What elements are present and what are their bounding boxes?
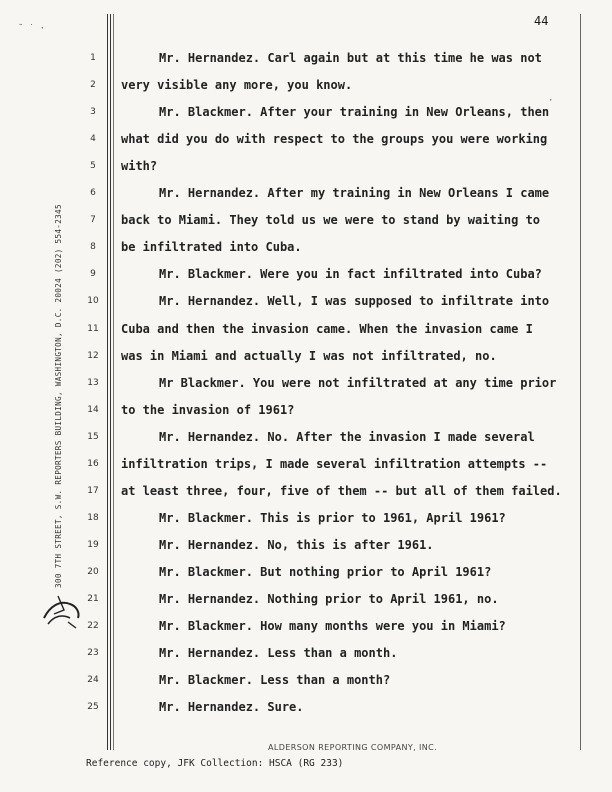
transcript-line: back to Miami. They told us we were to stand by waiting to: [121, 213, 541, 228]
line-number: 3: [90, 107, 96, 118]
transcript-line: Mr. Hernandez. Less than a month.: [159, 646, 398, 661]
line-number: 22: [87, 621, 99, 632]
transcript-line: very visible any more, you know.: [121, 78, 353, 93]
line-number: 20: [87, 566, 99, 577]
line-number: 19: [87, 539, 99, 550]
line-number: 8: [90, 242, 96, 253]
line-number: 24: [87, 675, 99, 686]
line-number: 5: [90, 161, 96, 172]
transcript-line: Mr. Hernandez. Carl again but at this time he was not: [159, 51, 542, 65]
line-number: 25: [87, 702, 99, 713]
line-number: 7: [90, 215, 96, 226]
transcript-line: Mr. Blackmer. But nothing prior to April 1961?: [159, 564, 492, 579]
transcript-line: Mr. Hernandez. Well, I was supposed to infiltrate into: [159, 294, 550, 309]
transcript-line: Mr. Hernandez. After my training in New Orleans I came: [159, 186, 550, 201]
scan-artifact-mark: [40, 588, 84, 632]
transcript-line: Mr. Blackmer. How many months were you in Miami?: [159, 619, 506, 634]
line-number: 15: [87, 431, 99, 442]
line-number: 21: [87, 594, 99, 604]
line-number: 13: [87, 377, 99, 388]
transcript-line: Mr Blackmer. You were not infiltrated at any time prior: [159, 375, 557, 390]
line-number: 17: [87, 485, 99, 496]
transcript-line: Mr. Hernandez. No. After the invasion I made several: [159, 429, 535, 444]
scan-speck: ·: [548, 96, 554, 106]
reporting-company: ALDERSON REPORTING COMPANY, INC.: [268, 743, 438, 752]
transcript-line: Mr. Blackmer. Were you in fact infiltrated into Cuba?: [159, 267, 542, 282]
margin-rule-middle: [110, 14, 111, 750]
transcript-line: was in Miami and actually I was not infiltrated, no.: [121, 348, 497, 363]
margin-rule-right: [580, 14, 581, 750]
scan-speck: ˘ ˙ ·: [18, 24, 46, 34]
line-number: 14: [87, 404, 99, 415]
transcript-line: Mr. Blackmer. This is prior to 1961, April 1961?: [159, 510, 506, 525]
transcript-line: be infiltrated into Cuba.: [121, 240, 302, 255]
reference-note: Reference copy, JFK Collection: HSCA (RG 233): [86, 758, 344, 769]
transcript-line: Mr. Hernandez. No, this is after 1961.: [159, 537, 434, 552]
transcript-line: Mr. Blackmer. After your training in New Orleans, then: [159, 105, 550, 120]
line-number: 23: [87, 648, 99, 659]
margin-rule-outer: [107, 14, 108, 750]
line-number: 9: [90, 269, 96, 280]
margin-rule-inner: [113, 14, 114, 750]
line-number: 18: [87, 512, 99, 523]
transcript-line: Cuba and then the invasion came. When the invasion came I: [121, 321, 533, 336]
line-number: 16: [87, 458, 99, 469]
side-address: 300 7TH STREET, S.W. REPORTERS BUILDING, WASHINGTON, D.C. 20024 (202) 554-2345: [54, 204, 63, 588]
transcript-line: what did you do with respect to the groups you were working: [121, 132, 548, 147]
line-number: 4: [90, 134, 96, 145]
transcript-line: to the invasion of 1961?: [121, 402, 295, 417]
transcript-line: infiltration trips, I made several infiltration attempts --: [121, 456, 548, 471]
transcript-line: Mr. Hernandez. Sure.: [159, 700, 304, 715]
line-number: 6: [90, 188, 96, 199]
transcript-line: with?: [121, 159, 158, 174]
page-number: 44: [534, 14, 549, 28]
line-number: 1: [90, 53, 96, 63]
line-number: 12: [87, 350, 99, 361]
transcript-line: Mr. Blackmer. Less than a month?: [159, 673, 391, 688]
line-number: 11: [87, 323, 99, 334]
transcript-line: at least three, four, five of them -- but all of them failed.: [121, 483, 562, 498]
line-number: 2: [90, 80, 96, 91]
transcript-line: Mr. Hernandez. Nothing prior to April 1961, no.: [159, 592, 499, 606]
line-number: 10: [87, 296, 99, 307]
